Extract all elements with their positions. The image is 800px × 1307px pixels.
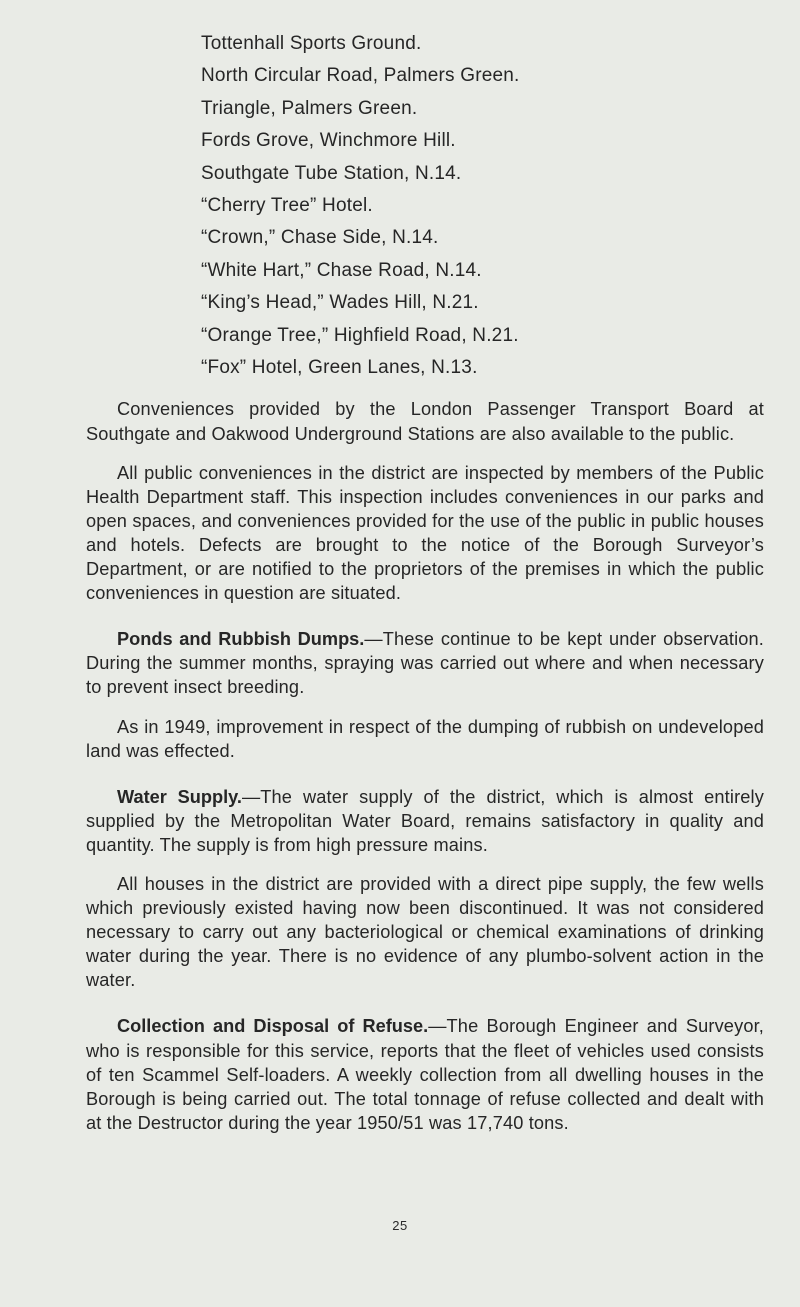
section-refuse (86, 1014, 764, 1134)
list-item: “Orange Tree,” Highfield Road, N.21. (201, 324, 519, 346)
list-item: “King’s Head,” Wades Hill, N.21. (201, 292, 479, 314)
section-text-ponds: —These continue to be kept under observation. During the summer months, spraying was carried out where and when necessary to prevent insect breeding. (86, 629, 764, 698)
page-number: 25 (392, 1218, 408, 1233)
section-heading-water: Water Supply. (117, 786, 242, 807)
public-conveniences-list (201, 28, 764, 384)
list-item: Fords Grove, Winchmore Hill. (201, 130, 456, 152)
paragraph-water-houses: All houses in the district are provided with a direct pipe supply, the few wells which previously existed having now been discontinued. It was not considered necessary to carry out any bacteriological or chemical examinations of drinking water during the year. There is no evidence of any plumbo-solvent action in the water. (86, 873, 764, 991)
section-heading-refuse: Collection and Disposal of Refuse. (117, 1016, 429, 1037)
list-item: North Circular Road, Palmers Green. (201, 65, 520, 87)
list-item: Tottenhall Sports Ground. (201, 33, 422, 54)
list-item: “Fox” Hotel, Green Lanes, N.13. (201, 357, 478, 379)
section-ponds-and-rubbish-dumps (86, 627, 764, 699)
list-item: Triangle, Palmers Green. (201, 97, 418, 119)
paragraph-ltpb-conveniences: Conveniences provided by the London Passenger Transport Board at Southgate and Oakwood Underground Stations are also available to the public. (86, 399, 764, 444)
section-text-refuse: —The Borough Engineer and Surveyor, who is responsible for this service, reports that the fleet of vehicles used consists of ten Scammel Self-loaders. A weekly collection from all dwelling houses in the Borough is being carried out. The total tonnage of refuse collected and dealt with at the Destructor during the year 1950/51 was 17,740 tons. (86, 1016, 764, 1133)
list-item: Southgate Tube Station, N.14. (201, 162, 462, 184)
section-text-water: —The water supply of the district, which is almost entirely supplied by the Metropolitan Water Board, remains satisfactory in quality and quantity. The supply is from high pressure mains. (86, 786, 764, 855)
paragraph-rubbish-1949: As in 1949, improvement in respect of the dumping of rubbish on undeveloped land was effected. (86, 716, 764, 761)
section-heading-ponds: Ponds and Rubbish Dumps. (117, 629, 365, 650)
paragraph-conveniences-inspection: All public conveniences in the district are inspected by members of the Public Health Department staff. This inspection includes conveniences in our parks and open spaces, and conveniences provided for the use of the public in public houses and hotels. Defects are brought to the notice of the Borough Surveyor’s Department, or are notified to the proprietors of the premises in which the public conveniences in question are situated. (86, 462, 764, 604)
list-item: “Crown,” Chase Side, N.14. (201, 227, 439, 249)
list-item: “Cherry Tree” Hotel. (201, 195, 373, 217)
list-item: “White Hart,” Chase Road, N.14. (201, 259, 482, 281)
section-water-supply (86, 785, 764, 857)
